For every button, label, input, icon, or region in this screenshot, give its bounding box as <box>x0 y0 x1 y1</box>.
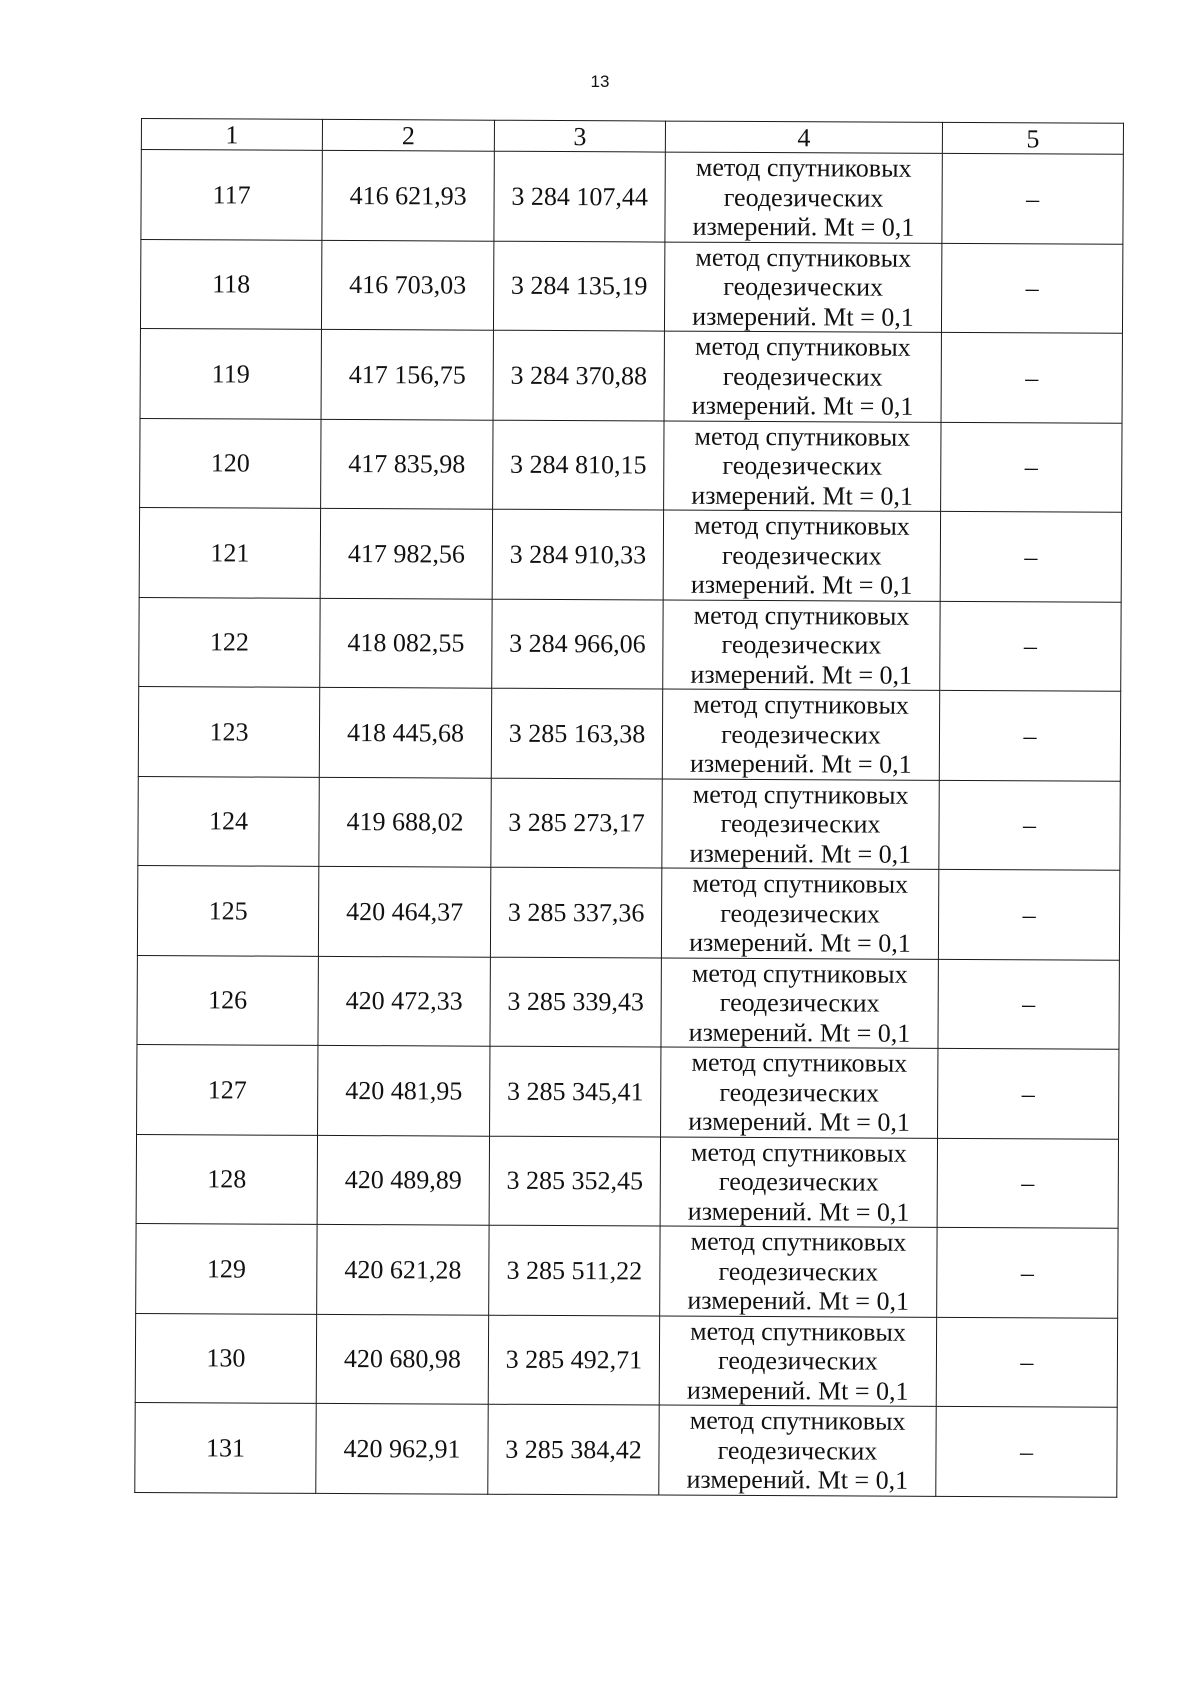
method-line: измерений. Mt = 0,1 <box>689 838 912 869</box>
method-line: геодезических <box>720 898 881 929</box>
x-coordinate-cell: 420 621,28 <box>317 1224 489 1314</box>
method-line: метод спутниковых <box>692 868 909 899</box>
page-number: 13 <box>590 72 610 91</box>
y-coordinate-cell: 3 285 339,43 <box>490 957 661 1047</box>
x-coordinate-cell: 416 621,93 <box>322 150 494 240</box>
method-line: измерений. Mt = 0,1 <box>687 1196 910 1227</box>
method-line: метод спутниковых <box>694 510 910 541</box>
column-5-cell: – <box>940 511 1121 601</box>
table-row <box>138 686 1120 780</box>
method-line: измерений. Mt = 0,1 <box>689 927 911 958</box>
method-line: геодезических <box>718 1256 879 1287</box>
x-coordinate-cell: 418 082,55 <box>320 598 492 688</box>
method-line: метод спутниковых <box>693 600 910 631</box>
method-line: измерений. Mt = 0,1 <box>690 659 913 690</box>
column-5-cell: – <box>941 243 1122 333</box>
method-cell <box>665 152 942 243</box>
method-line: геодезических <box>721 540 882 571</box>
x-coordinate-cell: 420 472,33 <box>318 956 490 1046</box>
column-5-cell: – <box>942 153 1123 243</box>
point-number-cell: 127 <box>137 1044 318 1134</box>
column-5-cell: – <box>936 1317 1117 1407</box>
point-number-cell: 131 <box>135 1402 316 1492</box>
column-5-cell: – <box>938 1048 1119 1138</box>
table-row <box>135 1313 1117 1407</box>
method-line: измерений. Mt = 0,1 <box>686 1375 909 1406</box>
y-coordinate-cell: 3 285 352,45 <box>489 1136 660 1226</box>
method-line: измерений. Mt = 0,1 <box>690 569 913 600</box>
method-line: метод спутниковых <box>695 152 912 183</box>
method-line: измерений. Mt = 0,1 <box>691 390 914 421</box>
point-number-cell: 126 <box>137 955 318 1045</box>
table-row <box>140 328 1122 422</box>
x-coordinate-cell: 418 445,68 <box>319 687 491 777</box>
table-row <box>136 1134 1118 1228</box>
method-line: метод спутниковых <box>694 421 911 452</box>
method-line: геодезических <box>717 1435 878 1466</box>
method-line: измерений. Mt = 0,1 <box>691 480 914 511</box>
method-cell <box>659 1316 936 1407</box>
method-cell <box>662 689 939 780</box>
method-cell <box>664 331 941 422</box>
method-line: геодезических <box>719 1077 880 1108</box>
table-body <box>135 150 1124 1497</box>
point-number-cell: 120 <box>140 418 321 508</box>
column-5-cell: – <box>940 601 1121 691</box>
point-number-cell: 125 <box>137 865 318 955</box>
table-row <box>137 1044 1119 1138</box>
x-coordinate-cell: 420 680,98 <box>316 1314 488 1404</box>
column-5-cell: – <box>941 422 1122 512</box>
method-line: измерений. Mt = 0,1 <box>688 1017 911 1048</box>
point-number-cell: 124 <box>138 776 319 866</box>
column-5-cell: – <box>937 1138 1118 1228</box>
table-row <box>139 507 1121 601</box>
x-coordinate-cell: 420 962,91 <box>316 1403 488 1493</box>
column-header-4: 4 <box>665 121 942 153</box>
y-coordinate-cell: 3 285 384,42 <box>488 1404 659 1494</box>
method-line: геодезических <box>722 450 883 481</box>
column-5-cell: – <box>941 332 1122 422</box>
method-cell <box>664 421 941 512</box>
y-coordinate-cell: 3 285 492,71 <box>488 1315 659 1405</box>
point-number-cell: 121 <box>139 507 320 597</box>
method-line: метод спутниковых <box>691 958 908 989</box>
table-row <box>138 776 1120 870</box>
point-number-cell: 123 <box>138 686 319 776</box>
y-coordinate-cell: 3 285 337,36 <box>490 867 661 957</box>
table-row <box>140 239 1122 333</box>
x-coordinate-cell: 420 481,95 <box>318 1045 490 1135</box>
coordinates-table <box>134 118 1124 1497</box>
table-row <box>137 865 1119 959</box>
point-number-cell: 128 <box>136 1134 317 1224</box>
method-cell <box>661 1047 938 1138</box>
y-coordinate-cell: 3 284 135,19 <box>493 241 664 331</box>
column-5-cell: – <box>938 959 1119 1049</box>
y-coordinate-cell: 3 284 910,33 <box>492 509 663 599</box>
method-line: геодезических <box>719 987 880 1018</box>
method-line: геодезических <box>723 271 884 302</box>
point-number-cell: 119 <box>140 328 321 418</box>
column-header-1: 1 <box>141 119 322 151</box>
y-coordinate-cell: 3 285 273,17 <box>491 778 662 868</box>
method-cell <box>661 868 938 959</box>
method-line: геодезических <box>722 361 883 392</box>
column-header-5: 5 <box>942 122 1123 154</box>
method-line: геодезических <box>723 182 884 213</box>
table-header-row <box>141 119 1123 155</box>
method-line: метод спутниковых <box>695 242 912 273</box>
method-cell <box>661 958 938 1049</box>
y-coordinate-cell: 3 285 511,22 <box>489 1225 660 1315</box>
method-line: измерений. Mt = 0,1 <box>692 211 915 242</box>
x-coordinate-cell: 417 982,56 <box>320 508 492 598</box>
x-coordinate-cell: 420 489,89 <box>317 1135 489 1225</box>
method-cell <box>659 1405 936 1496</box>
method-line: метод спутниковых <box>691 1137 907 1168</box>
method-line: метод спутниковых <box>694 331 911 362</box>
method-cell <box>664 242 941 333</box>
method-line: метод спутниковых <box>690 1316 906 1347</box>
method-line: метод спутниковых <box>693 689 910 720</box>
method-line: метод спутниковых <box>691 1047 908 1078</box>
point-number-cell: 117 <box>141 150 322 240</box>
table-row <box>136 1223 1118 1317</box>
method-line: геодезических <box>721 629 882 660</box>
method-line: измерений. Mt = 0,1 <box>688 1106 910 1137</box>
column-5-cell: – <box>939 690 1120 780</box>
method-line: геодезических <box>720 808 881 839</box>
column-5-cell: – <box>939 780 1120 870</box>
table-row <box>141 150 1123 244</box>
x-coordinate-cell: 416 703,03 <box>321 240 493 330</box>
method-line: геодезических <box>717 1345 878 1376</box>
column-5-cell: – <box>936 1406 1117 1496</box>
x-coordinate-cell: 417 156,75 <box>321 329 493 419</box>
point-number-cell: 130 <box>135 1313 316 1403</box>
method-line: метод спутниковых <box>692 779 909 810</box>
y-coordinate-cell: 3 284 370,88 <box>493 330 664 420</box>
method-line: геодезических <box>718 1166 879 1197</box>
method-line: геодезических <box>721 719 881 750</box>
method-cell <box>663 510 940 601</box>
column-header-2: 2 <box>322 119 494 151</box>
method-cell <box>660 1137 937 1228</box>
method-line: метод спутниковых <box>689 1405 906 1436</box>
y-coordinate-cell: 3 284 966,06 <box>492 599 663 689</box>
method-cell <box>660 1226 937 1317</box>
point-number-cell: 118 <box>140 239 321 329</box>
x-coordinate-cell: 419 688,02 <box>319 777 491 867</box>
column-header-3: 3 <box>494 120 665 152</box>
point-number-cell: 129 <box>136 1223 317 1313</box>
y-coordinate-cell: 3 284 107,44 <box>494 151 665 241</box>
table-row <box>139 597 1121 691</box>
method-line: измерений. Mt = 0,1 <box>692 301 914 332</box>
column-5-cell: – <box>938 869 1119 959</box>
y-coordinate-cell: 3 284 810,15 <box>493 420 664 510</box>
method-line: измерений. Mt = 0,1 <box>689 748 912 779</box>
table-row <box>137 955 1119 1049</box>
column-5-cell: – <box>937 1227 1118 1317</box>
table-row <box>135 1402 1117 1496</box>
table-row <box>140 418 1122 512</box>
method-line: измерений. Mt = 0,1 <box>687 1285 910 1316</box>
y-coordinate-cell: 3 285 163,38 <box>491 688 662 778</box>
x-coordinate-cell: 420 464,37 <box>318 866 490 956</box>
method-cell <box>662 779 939 870</box>
y-coordinate-cell: 3 285 345,41 <box>490 1046 661 1136</box>
point-number-cell: 122 <box>139 597 320 687</box>
x-coordinate-cell: 417 835,98 <box>321 419 493 509</box>
method-line: метод спутниковых <box>690 1226 907 1257</box>
method-cell <box>663 600 940 691</box>
method-line: измерений. Mt = 0,1 <box>686 1464 909 1495</box>
